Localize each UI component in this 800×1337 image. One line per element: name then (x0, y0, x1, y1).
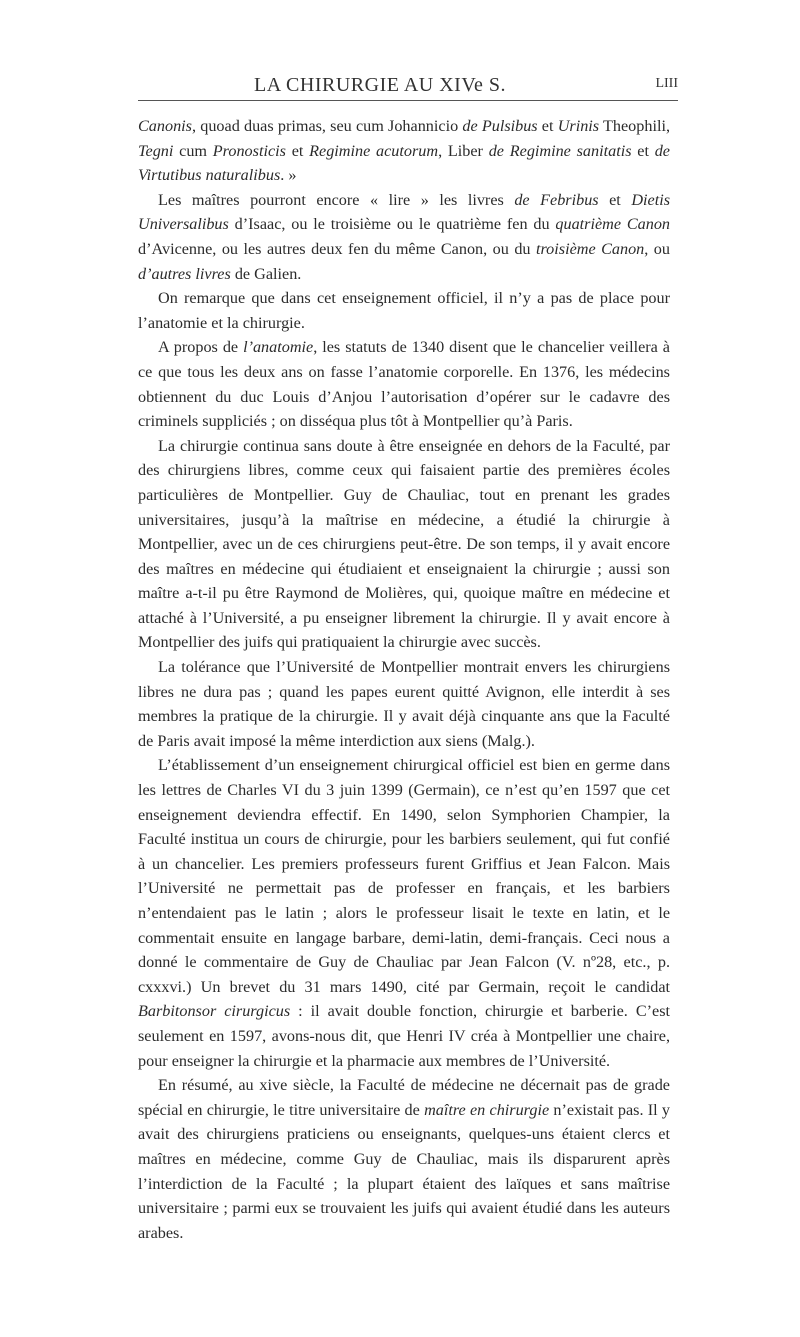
paragraph (138, 434, 670, 655)
page-number: LIII (655, 76, 678, 91)
italic-run: Canonis (138, 117, 192, 135)
text-run: , ou (644, 239, 670, 258)
paragraph (138, 188, 670, 286)
paragraph (138, 1073, 670, 1245)
text-run: En résumé, au xive siècle, la Faculté de médecine ne décernait pas de grade spécial en chirurgie, le titre universitaire de (138, 1076, 670, 1119)
italic-run: maître en chirurgie (424, 1100, 550, 1119)
italic-run: de Virtutibus naturalibus (138, 141, 670, 185)
paragraph (138, 753, 670, 1073)
italic-run: Pronosticis (212, 141, 286, 160)
paragraph (138, 335, 670, 433)
text-run: et (598, 190, 632, 209)
paragraph (138, 114, 670, 188)
italic-run: d’autres livres (138, 264, 231, 283)
italic-run: Regimine acutorum (309, 141, 439, 160)
text-run: et (537, 117, 558, 135)
body-text (138, 114, 670, 1245)
italic-run: de Febribus (514, 190, 599, 209)
running-head: LA CHIRURGIE AU XIVe S. (254, 74, 507, 96)
text-run: Theophili, (599, 117, 670, 135)
italic-run: Dietis Universalibus (138, 190, 670, 234)
paragraph (138, 655, 670, 753)
header-rule (138, 100, 678, 101)
text-run: On remarque que dans cet enseignement officiel, il n’y a pas de place pour l’anatomie et la chirurgie. (138, 289, 670, 332)
text-run: , quoad duas primas, seu cum Johannicio (191, 117, 463, 135)
italic-run: Barbitonsor cirurgicus (138, 1002, 291, 1021)
text-run: La tolérance que l’Université de Montpellier montrait envers les chirurgiens libres ne dura pas ; quand les papes eurent quitté Avignon, elle interdit à ses membres la pratique de la chirurgie. Il y avait déjà cinquante ans que la Faculté de Paris avait imposé la même interdiction aux siens (Malg.). (138, 658, 670, 750)
text-run: La chirurgie continua sans doute à être enseignée en dehors de la Faculté, par des chirurgiens libres, comme ceux qui faisaient partie des premières écoles particulières de Montpellier. Guy de Chauliac, tout en prenant les grades universitaires, jusqu’à la maîtrise en médecine, a étudié la chirurgie à Montpellier, avec un de ces chirurgiens peut-être. De son temps, il y avait encore des maîtres en médecine qui étudiaient et enseignaient la chirurgie ; aussi son maître a-t-il pu être Raymond de Molières, qui, quoique maître en médecine et attaché à l’Université, a pu enseigner librement la chirurgie. Il y avait encore à Montpellier des juifs qui pratiquaient la chirurgie avec succès. (138, 436, 670, 652)
italic-run: de Pulsibus (462, 117, 538, 135)
paragraph (138, 286, 670, 335)
italic-run: de Regimine sanitatis (488, 141, 632, 160)
text-run: et (631, 141, 655, 160)
text-run: d’Isaac, ou le troisième ou le quatrième fen du (228, 215, 556, 234)
text-run: , les statuts de 1340 disent que le chancelier veillera à ce que tous les deux ans on fasse l’anatomie corporelle. En 1376, les médecins obtiennent du duc Louis d’Anjou l’autorisation d’opérer sur le cadavre des criminels suppliciés ; on disséqua plus tôt à Montpellier qu’à Paris. (138, 338, 670, 431)
text-run: L’établissement d’un enseignement chirurgical officiel est bien en germe dans les lettres de Charles VI du 3 juin 1399 (Germain), ce n’est qu’en 1597 que cet enseignement deviendra effectif. En 1490, selon Symphorien Champier, la Faculté institua un cours de chirurgie, pour les barbiers seulement, qui fut confié à un chancelier. Les premiers professeurs furent Griffius et Jean Falcon. Mais l’Université ne permettait pas de professer en français, et les barbiers n’entendaient pas le latin ; alors le professeur lisait le texte en latin, et le commentait ensuite en langage barbare, demi-latin, demi-français. Ceci nous a donné le commentaire de Guy de Chauliac par Jean Falcon (V. nº28, etc., p. cxxxvi.) Un brevet du 31 mars 1490, cité par Germain, reçoit le candidat (138, 756, 670, 996)
text-run: de Galien. (230, 264, 302, 283)
page-header (138, 64, 678, 96)
text-run: d’Avicenne, ou les autres deux fen du même Canon, ou du (138, 239, 536, 258)
italic-run: l’anatomie (243, 338, 314, 357)
text-run: cum (173, 141, 213, 160)
italic-run: Urinis (557, 117, 600, 135)
italic-run: Tegni (138, 141, 174, 160)
text-run: Les maîtres pourront encore « lire » les livres (158, 190, 515, 209)
text-run: A propos de (158, 338, 244, 357)
italic-run: troisième Canon (535, 239, 645, 258)
text-run: et (285, 141, 310, 160)
text-run: : il avait double fonction, chirurgie et barberie. C’est seulement en 1597, avons-nous dit, que Henri IV créa à Montpellier une chaire, pour enseigner la chirurgie et la pharmacie aux membres de l’Université. (138, 1002, 670, 1070)
text-run: , Liber (438, 141, 489, 160)
italic-run: quatrième Canon (555, 215, 671, 234)
text-run: . » (280, 166, 297, 185)
text-run: n’existait pas. Il y avait des chirurgiens praticiens ou enseignants, quelques-uns étaient clercs et maîtres en médecine, comme Guy de Chauliac, mais ils disparurent après l’interdiction de la Faculté ; la plupart étaient des laïques et sans maîtrise universitaire ; parmi eux se trouvaient les juifs qui avaient étudié dans les auteurs arabes. (138, 1100, 671, 1242)
